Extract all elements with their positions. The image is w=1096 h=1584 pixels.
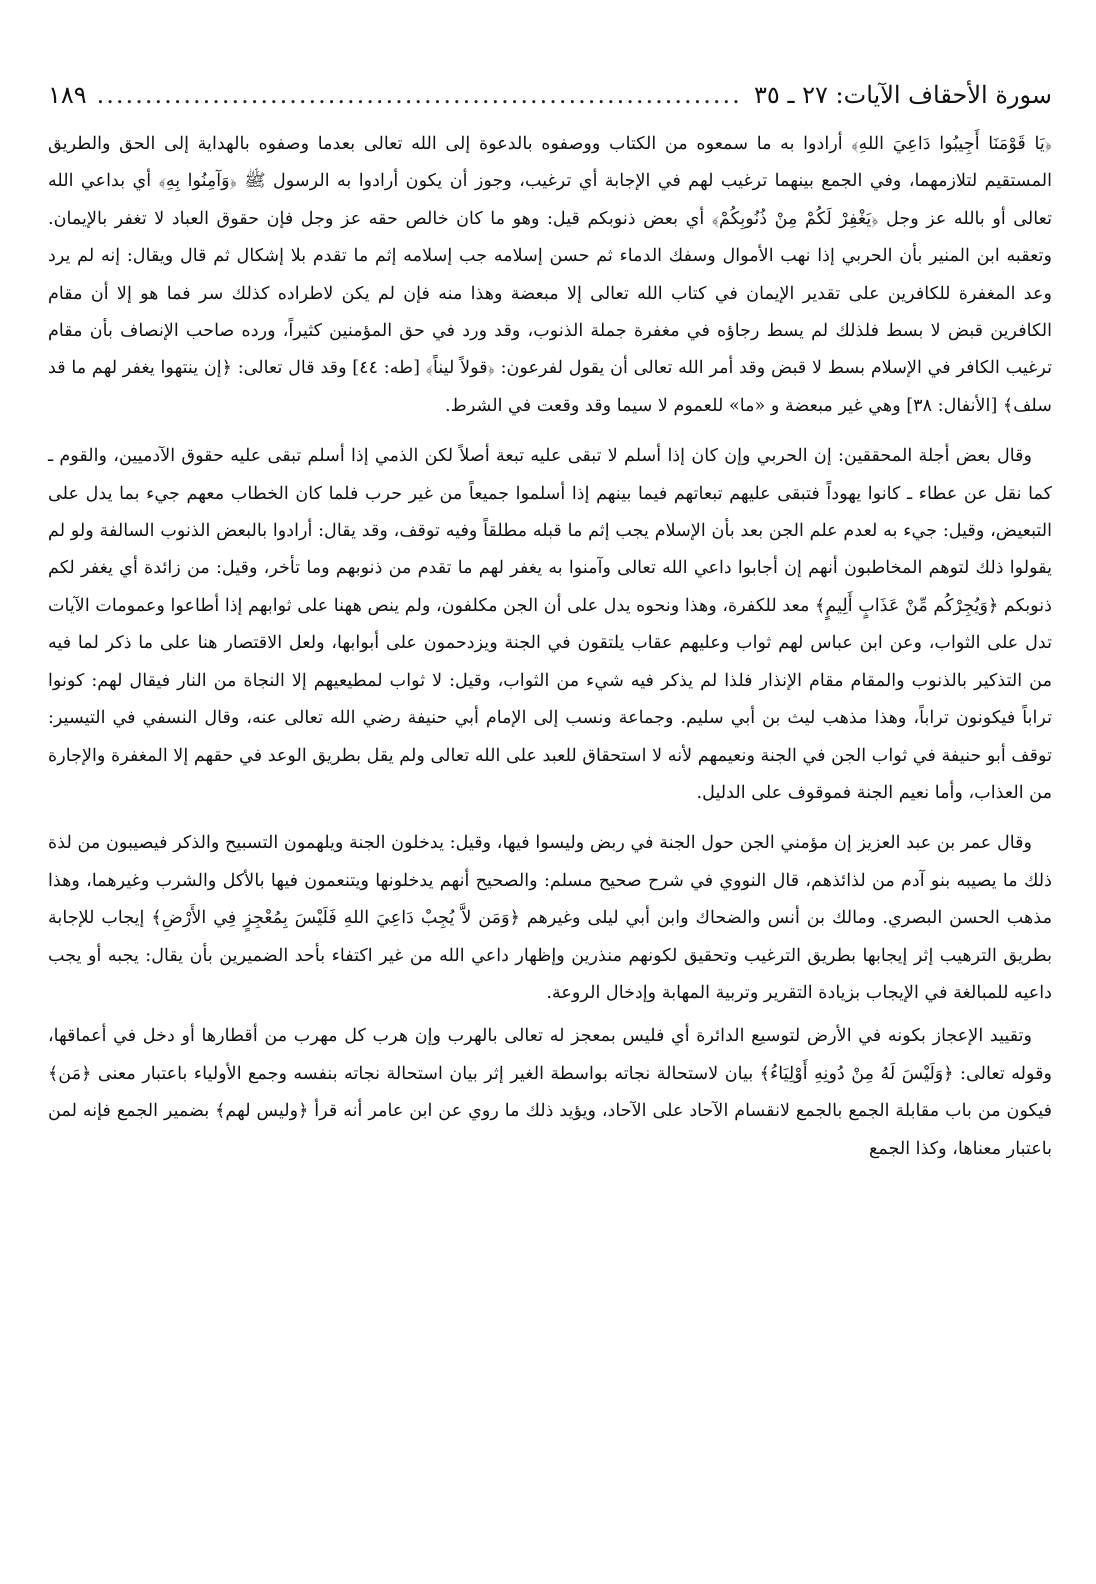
page-number: ١٨٩ (48, 81, 87, 109)
paragraph-4: وتقييد الإعجاز بكونه في الأرض لتوسيع الدائرة أي فليس بمعجز له تعالى بالهرب وإن هرب كل مهرب من أقطارها أو دخل في أعماقها، وقوله تعالى: ﴿وَلَيْسَ لَهُ مِنْ دُونِهِ أَوْلِيَاءُ﴾ بيان لاستحالة نجاته بواسطة الغير إثر بيان استحالة نجاته بنفسه وجمع الأولياء باعتبار معنى ﴿مَن﴾ فيكون من باب مقابلة الجمع بالجمع لانقسام الآحاد على الآحاد، ويؤيد ذلك ما روي عن ابن عامر أنه قرأ ﴿وليس لهم﴾ بضمير الجمع فإنه لمن باعتبار معناها، وكذا الجمع (48, 1026, 1052, 1159)
dot-leader (97, 78, 744, 112)
paragraph-1: ﴿يَا قَوْمَنَا أَجِيبُوا دَاعِيَ اللهِ﴾ أرادوا به ما سمعوه من الكتاب ووصفوه بالدعوة إلى الله تعالى بعدما وصفوه بالهداية إلى الحق والطريق المستقيم لتلازمهما، وفي الجمع بينهما ترغيب لهم في الإجابة أي ترغيب، وجوز أن يكون أرادوا به الرسول ﷺ ﴿وَآمِنُوا بِهِ﴾ أي بداعي الله تعالى أو بالله عز وجل ﴿يَغْفِرْ لَكُمْ مِنْ ذُنُوبِكُمْ﴾ أي بعض ذنوبكم قيل: وهو ما كان خالص حقه عز وجل فإن حقوق العباد لا تغفر بالإيمان. وتعقبه ابن المنير بأن الحربي إذا نهب الأموال وسفك الدماء ثم حسن إسلامه جب إسلامه إثم ما تقدم بلا إشكال ثم قال ويقال: إنه لم يرد وعد المغفرة للكافرين على تقدير الإيمان في كتاب الله تعالى إلا مبعضة وهذا منه فإن لم يكن لاطراده كذلك سر فما هو إلا أن مقام الكافرين قبض لا بسط فلذلك لم يسط رجاؤه في مغفرة جملة الذنوب، وقد ورد في حق المؤمنين كثيراً، ورده صاحب الإنصاف بأن مقام ترغيب الكافر في الإسلام بسط لا قبض وقد أمر الله تعالى أن يقول لفرعون: ﴿قولاً ليناً﴾ [طه: ٤٤] وقد قال تعالى: ﴿إن ينتهوا يغفر لهم ما قد سلف﴾ [الأنفال: ٣٨] وهي غير مبعضة و «ما» للعموم لا سيما وقد وقعت في الشرط. (48, 134, 1052, 416)
header-title: سورة الأحقاف الآيات: ٢٧ ـ ٣٥ (754, 81, 1052, 109)
paragraph-2: وقال بعض أجلة المحققين: إن الحربي وإن كان إذا أسلم لا تبقى عليه تبعة أصلاً لكن الذمي إذا أسلم تبقى عليه حقوق الآدميين، والقوم ـ كما نقل عن عطاء ـ كانوا يهوداً فتبقى عليهم تبعاتهم فيما بينهم إذا أسلموا جميعاً من غير حرب فلما كان الخطاب معهم جيء بما يدل على التبعيض، وقيل: جيء به لعدم علم الجن بعد بأن الإسلام يجب إثم ما قبله مطلقاً وفيه توقف، وقد يقال: أرادوا بالبعض الذنوب السالفة ولو لم يقولوا ذلك لتوهم المخاطبون أنهم إن أجابوا داعي الله تعالى وآمنوا به يغفر لهم ما تقدم من ذنوبهم وما تأخر، وقيل: من زائدة أي يغفر لكم ذنوبكم ﴿وَيُجِرْكُم مِّنْ عَذَابٍ أَلِيمٍ﴾ معد للكفرة، وهذا ونحوه يدل على أن الجن مكلفون، ولم ينص ههنا على ثوابهم إذا أطاعوا وعمومات الآيات تدل على الثواب، وعن ابن عباس لهم ثواب وعليهم عقاب يلتقون في الجنة ويزدحمون على أبوابها، ولعل الاقتصار هنا على ما ذكر لما فيه من التذكير بالذنوب والمقام مقام الإنذار فلذا لم يذكر فيه شيء من الثواب، وقيل: لا ثواب لمطيعيهم إلا النجاة من النار فيقال لهم: كونوا تراباً فيكونون تراباً، وهذا مذهب ليث بن أبي سليم. وجماعة ونسب إلى الإمام أبي حنيفة رضي الله تعالى عنه، وقال النسفي في التيسير: توقف أبو حنيفة في ثواب الجن في الجنة ونعيمهم لأنه لا استحقاق للعبد على الله تعالى ولم يقل بطريق الوعد في حقهم إلا المغفرة والإجارة من العذاب، وأما نعيم الجنة فموقوف على الدليل. (47, 446, 1052, 803)
running-header (48, 78, 1052, 112)
paragraph-3: وقال عمر بن عبد العزيز إن مؤمني الجن حول الجنة في ربض وليسوا فيها، وقيل: يدخلون الجنة ويلهمون التسبيح والذكر فيصيبون من لذة ذلك ما يصيبه بنو آدم من لذائذهم، قال النووي في شرح صحيح مسلم: والصحيح أنهم يدخلونها ويتنعمون فيها بالأكل والشرب وغيرهما، وهذا مذهب الحسن البصري. ومالك بن أنس والضحاك وابن أبي ليلى وغيرهم ﴿وَمَن لاَّ يُجِبْ دَاعِيَ اللهِ فَلَيْسَ بِمُعْجِزٍ فِي الأَرْضِ﴾ إيجاب للإجابة بطريق الترهيب إثر إيجابها بطريق الترغيب وتحقيق لكونهم منذرين وإظهار داعي الله من غير اكتفاء بأحد الضميرين بأن يقال: يجبه أو يجب داعيه للمبالغة في الإيجاب بزيادة التقرير وتربية المهابة وإدخال الروعة. (48, 833, 1052, 1003)
page (48, 78, 1052, 1168)
